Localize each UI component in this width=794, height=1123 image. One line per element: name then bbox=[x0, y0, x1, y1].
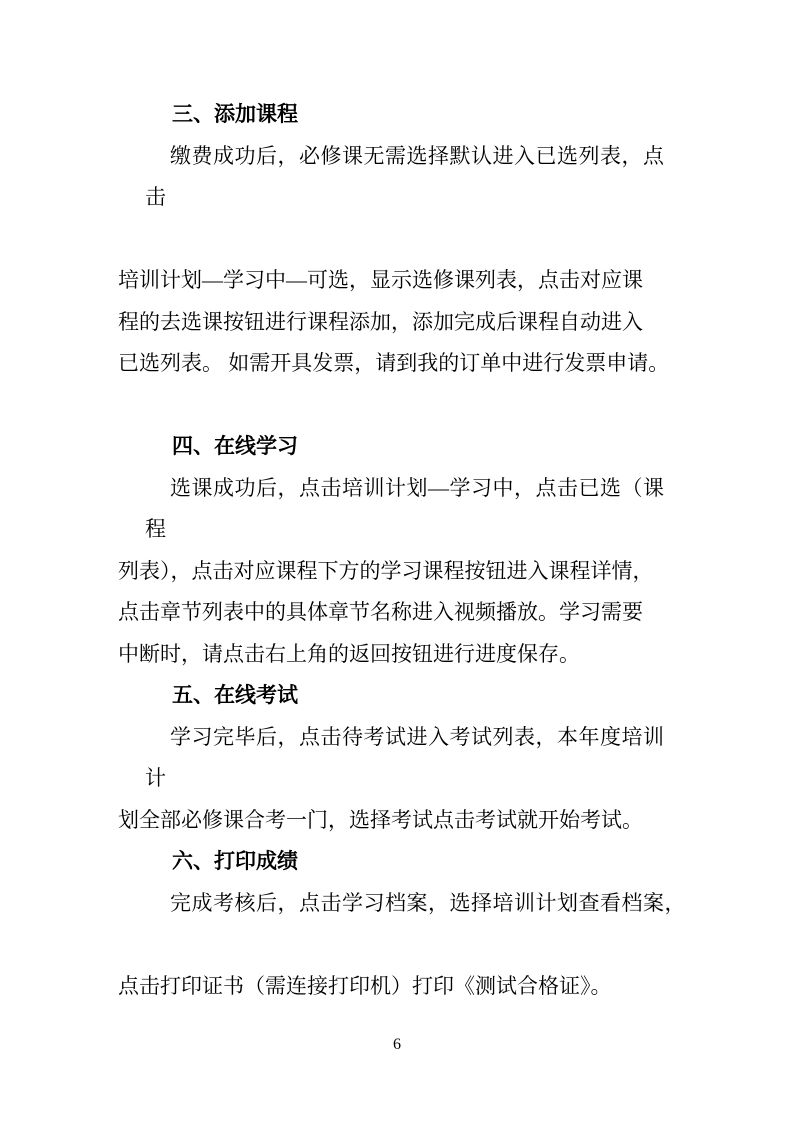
blank-line bbox=[118, 924, 678, 966]
doc-line: 击 bbox=[145, 185, 166, 209]
section-3-heading: 三、添加课程 bbox=[172, 102, 298, 126]
document-body bbox=[118, 94, 686, 1007]
blank-line bbox=[118, 219, 678, 261]
section-4-heading: 四、在线学习 bbox=[172, 434, 298, 458]
doc-line: 完成考核后，点击学习档案，选择培训计划查看档案， bbox=[170, 890, 686, 915]
doc-line: 列表），点击对应课程下方的学习课程按钮进入课程详情， bbox=[118, 558, 654, 583]
doc-line: 选课成功后，点击培训计划—学习中，点击已选（课 bbox=[170, 475, 665, 500]
doc-line: 已选列表。 如需开具发票，请到我的订单中进行发票申请。 bbox=[118, 351, 670, 375]
doc-line: 培训计划—学习中—可选，显示选修课列表，点击对应课 bbox=[118, 268, 643, 292]
doc-line: 中断时，请点击右上角的返回按钮进行进度保存。 bbox=[118, 641, 580, 666]
doc-line: 程的去选课按钮进行课程添加，添加完成后课程自动进入 bbox=[118, 309, 643, 334]
doc-line: 缴费成功后，必修课无需选择默认进入已选列表，点 bbox=[170, 143, 665, 168]
doc-line: 计 bbox=[145, 766, 166, 790]
doc-line: 划全部必修课合考一门，选择考试点击考试就开始考试。 bbox=[118, 807, 643, 832]
section-5-heading: 五、在线考试 bbox=[172, 683, 298, 707]
doc-line: 点击章节列表中的具体章节名称进入视频播放。学习需要 bbox=[118, 600, 643, 624]
doc-line: 点击打印证书（需连接打印机）打印《测试合格证》。 bbox=[118, 973, 612, 998]
section-6-heading: 六、打印成绩 bbox=[172, 849, 298, 873]
doc-line: 程 bbox=[145, 517, 166, 541]
blank-line bbox=[118, 385, 678, 427]
doc-line: 学习完毕后，点击待考试进入考试列表，本年度培训 bbox=[170, 724, 665, 749]
page-number: 6 bbox=[393, 1036, 401, 1053]
